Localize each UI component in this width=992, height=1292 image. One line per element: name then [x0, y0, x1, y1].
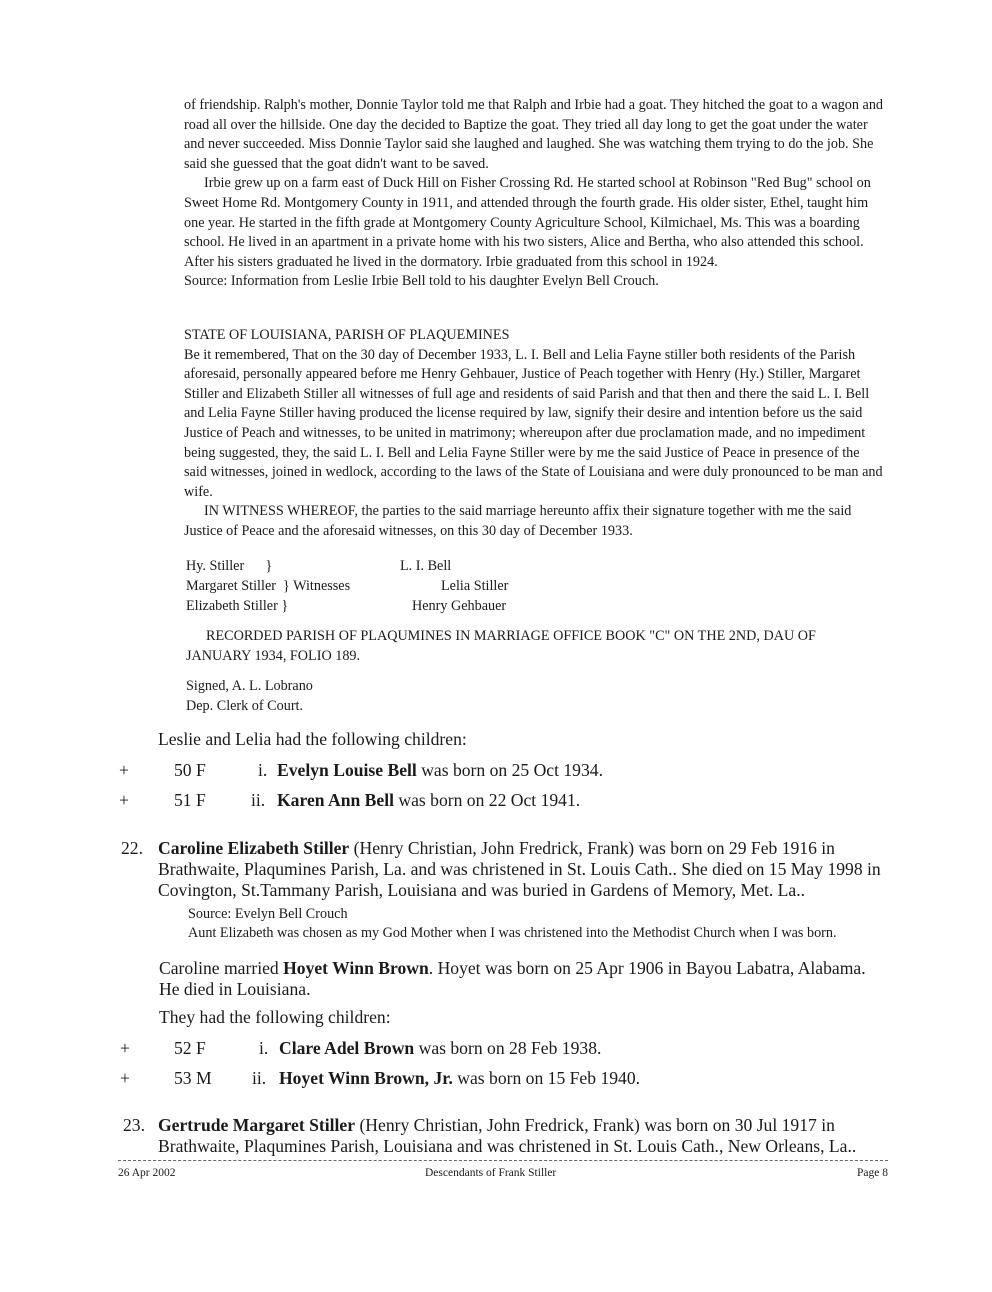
footer-page: Page 8: [857, 1167, 888, 1179]
entry-22-source: Source: Evelyn Bell Crouch: [188, 906, 348, 922]
clerk-title: Dep. Clerk of Court.: [186, 698, 304, 714]
narrative-section: [184, 96, 884, 292]
entry-22-line3: Covington, St.Tammany Parish, Louisiana and was buried in Gardens of Memory, Met. La..: [158, 880, 806, 900]
paragraph-goat-story: of friendship. Ralph's mother, Donnie Taylor told me that Ralph and Irbie had a goat. They hitched the goat to a wagon and road all over the hillside. One day the decided to Baptize the goat. They tried all day long to get the goat under the water and never succeeded. Miss Donnie Taylor said she laughed and laughed. She was watching them trying to do the job. She said she guessed that the goat didn't want to be saved.: [184, 97, 884, 172]
child-number: 53 M: [174, 1068, 212, 1088]
marriage-record: [184, 326, 884, 542]
child-name: Clare Adel Brown: [279, 1038, 415, 1058]
footer-date: 26 Apr 2002: [118, 1167, 176, 1179]
entry-22-line2: Brathwaite, Plaqumines Parish, La. and was christened in St. Louis Cath.. She died on 15 May 1998 in: [158, 859, 881, 879]
witness-text: IN WITNESS WHEREOF, the parties to the said marriage hereunto affix their signature together with me the said Justice of Peace and the aforesaid witnesses, on this 30 day of December 1933.: [184, 503, 852, 539]
paragraph-schooling: Irbie grew up on a farm east of Duck Hill on Fisher Crossing Rd. He started school at Robinson "Red Bug" school on Sweet Home Rd. Montgomery County in 1911, and attended through the fourth grade. His older sister, Ethel, taught him one year. He started in the fifth grade at Montgomery County Agriculture School, Kilmichael, Ms. This was a boarding school. He lived in an apartment in a private home with his two sisters, Alice and Bertha, who also attended this school. After his sisters graduated he lived in the dormatory. Irbie graduated from this school in 1924.: [184, 175, 871, 270]
child-birth: was born on 15 Feb 1940.: [452, 1068, 641, 1088]
child-birth: was born on 25 Oct 1934.: [416, 760, 603, 780]
child-roman: i.: [259, 1038, 269, 1058]
entry-number-22: 22.: [121, 838, 143, 858]
signed-clerk: Signed, A. L. Lobrano: [186, 678, 313, 694]
entry-23-line2: Brathwaite, Plaqumines Parish, Louisiana and was christened in St. Louis Cath., New Orleans, La..: [158, 1136, 857, 1156]
descendant-marker: +: [119, 790, 129, 810]
state-heading: STATE OF LOUISIANA, PARISH OF PLAQUEMINES: [184, 327, 510, 343]
person-name: Gertrude Margaret Stiller: [158, 1115, 356, 1135]
entry-22-parents: (Henry Christian, John Fredrick, Frank) was born on 29 Feb 1916 in: [349, 838, 835, 858]
recorded-text: [186, 627, 866, 666]
child-entry: [279, 1067, 640, 1089]
child-entry: [279, 1037, 601, 1059]
signature-bride: Lelia Stiller: [441, 578, 509, 594]
children-intro-1: Leslie and Lelia had the following children:: [158, 729, 467, 749]
entry-22-note: Aunt Elizabeth was chosen as my God Mother when I was christened into the Methodist Church when I was born.: [188, 925, 837, 941]
entry-22-marriage-line2: He died in Louisiana.: [159, 979, 311, 999]
signature-justice: Henry Gehbauer: [412, 598, 507, 614]
witness-1: Hy. Stiller }: [186, 558, 273, 574]
footer-rule: [118, 1160, 888, 1161]
child-birth: was born on 28 Feb 1938.: [414, 1038, 602, 1058]
marriage-text: Be it remembered, That on the 30 day of December 1933, L. I. Bell and Lelia Fayne stiller both residents of the Parish aforesaid, personally appeared before me Henry Gehbauer, Justice of Peach together with Henry (Hy.) Stiller, Margaret Stiller and Elizabeth Stiller all witnesses of full age and residents of said Parish and that then and there the said L. I. Bell and Lelia Fayne Stiller having produced the license required by law, signify their desire and intention before us the said Justice of Peach and witnesses, to be united in matrimony; whereupon after due proclamation made, and no impediment being suggested, they, the said L. I. Bell and Lelia Fayne Stiller were by me the said Justice of Peace in presence of the said witnesses, joined in wedlock, according to the laws of the State of Louisiana and were duly pronounced to be man and wife.: [184, 346, 883, 500]
footer-title: Descendants of Frank Stiller: [425, 1167, 557, 1179]
witness-2: Margaret Stiller } Witnesses: [186, 578, 351, 594]
entry-number-23: 23.: [123, 1115, 145, 1135]
spouse-name: Hoyet Winn Brown: [283, 958, 429, 978]
entry-23-parents: (Henry Christian, John Fredrick, Frank) was born on 30 Jul 1917 in: [355, 1115, 835, 1135]
descendant-marker: +: [120, 1068, 130, 1088]
child-number: 52 F: [174, 1038, 206, 1058]
child-roman: ii.: [252, 1068, 267, 1088]
child-number: 51 F: [174, 790, 206, 810]
child-number: 50 F: [174, 760, 206, 780]
child-entry: [277, 759, 603, 781]
witness-3: Elizabeth Stiller }: [186, 598, 289, 614]
child-roman: i.: [258, 760, 268, 780]
child-name: Karen Ann Bell: [277, 790, 394, 810]
descendant-marker: +: [120, 1038, 130, 1058]
child-name: Evelyn Louise Bell: [277, 760, 417, 780]
child-birth: was born on 22 Oct 1941.: [394, 790, 581, 810]
descendant-marker: +: [119, 760, 129, 780]
children-intro-2: They had the following children:: [159, 1007, 391, 1027]
source-line: Source: Information from Leslie Irbie Bell told to his daughter Evelyn Bell Crouch.: [184, 273, 659, 290]
child-name: Hoyet Winn Brown, Jr.: [279, 1068, 453, 1088]
entry-22-marriage: [159, 957, 866, 979]
signature-groom: L. I. Bell: [400, 558, 452, 574]
entry-23-line1: [158, 1114, 835, 1136]
person-name: Caroline Elizabeth Stiller: [158, 838, 350, 858]
entry-22-line1: [158, 837, 835, 859]
spouse-birth: . Hoyet was born on 25 Apr 1906 in Bayou Labatra, Alabama.: [428, 958, 866, 978]
child-roman: ii.: [251, 790, 266, 810]
marriage-prefix: Caroline married: [159, 958, 284, 978]
recorded-line: RECORDED PARISH OF PLAQUMINES IN MARRIAGE OFFICE BOOK "C" ON THE 2ND, DAU OF JANUARY 1934, FOLIO 189.: [186, 628, 816, 664]
child-entry: [277, 789, 580, 811]
